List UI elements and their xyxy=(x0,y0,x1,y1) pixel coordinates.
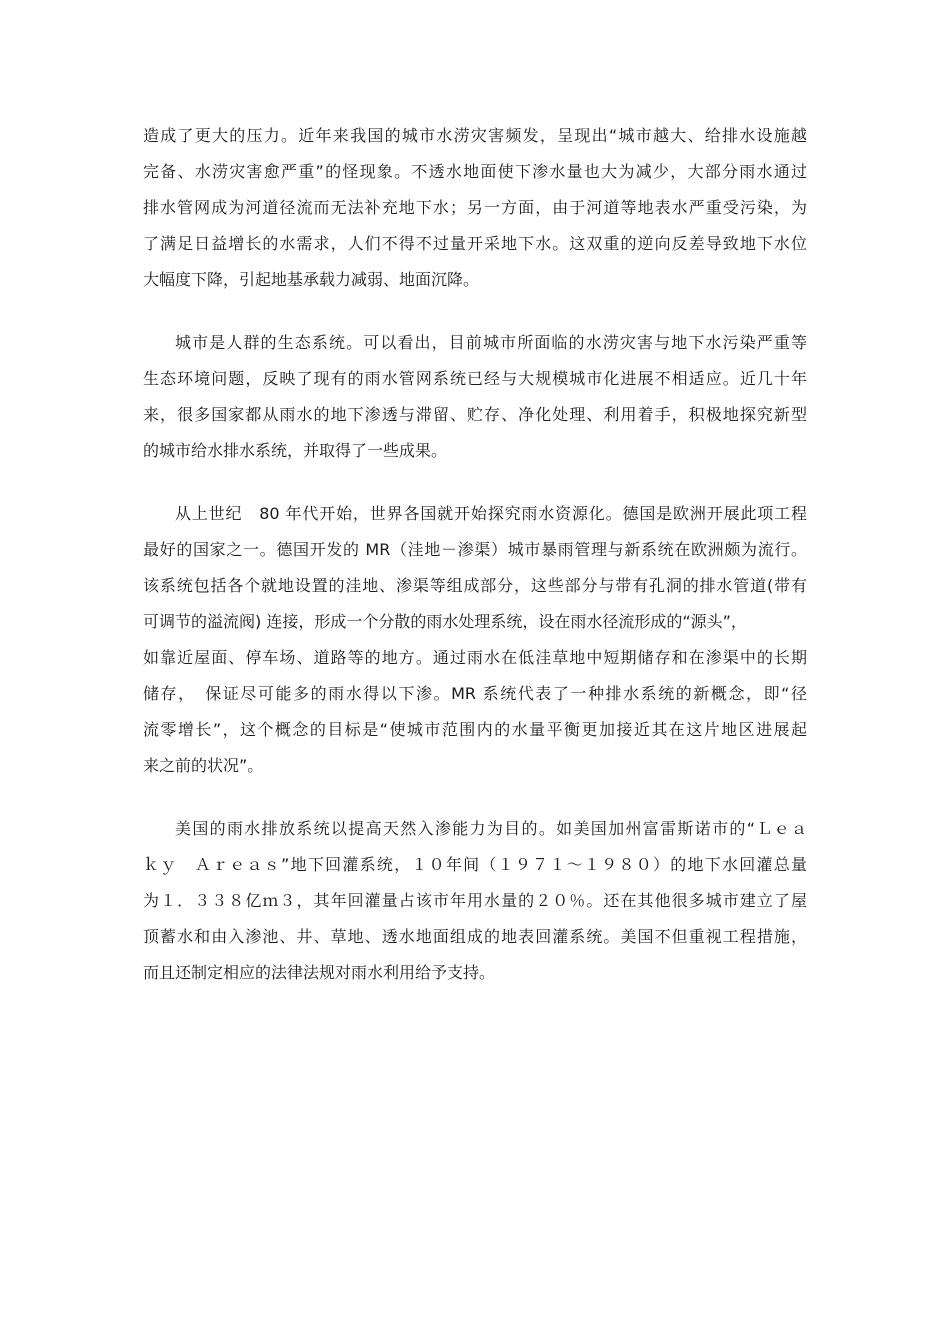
paragraph-line: 储存， 保证尽可能多的雨水得以下渗。MR 系统代表了一种排水系统的新概念，即“径 xyxy=(143,684,807,703)
paragraph-line: 了满足日益增长的水需求，人们不得不过量开采地下水。这双重的逆向反差导致地下水位 xyxy=(143,234,807,253)
paragraph-line: 顶蓄水和由入渗池、井、草地、透水地面组成的地表回灌系统。美国不但重视工程措施， xyxy=(143,927,807,946)
paragraph-line: 美国的雨水排放系统以提高天然入渗能力为目的。如美国加州富雷斯诺市的“Ｌｅａ xyxy=(175,819,807,838)
paragraph-line: 流零增长”，这个概念的目标是“使城市范围内的水量平衡更加接近其在这片地区进展起 xyxy=(143,720,807,739)
paragraph-line: 该系统包括各个就地设置的洼地、渗渠等组成部分，这些部分与带有孔洞的排水管道(带有 xyxy=(143,576,807,595)
paragraph-line: 造成了更大的压力。近年来我国的城市水涝灾害频发，呈现出“城市越大、给排水设施越 xyxy=(143,126,807,145)
document-body xyxy=(143,118,807,1018)
paragraph-line: 城市是人群的生态系统。可以看出，目前城市所面临的水涝灾害与地下水污染严重等 xyxy=(175,333,807,352)
paragraph-line: 来，很多国家都从雨水的地下渗透与滞留、贮存、净化处理、利用着手，积极地探究新型 xyxy=(143,405,807,424)
paragraph-4 xyxy=(143,811,807,991)
paragraph-line: 排水管网成为河道径流而无法补充地下水；另一方面，由于河道等地表水严重受污染，为 xyxy=(143,198,807,217)
paragraph-line: 大幅度下降，引起地基承载力减弱、地面沉降。 xyxy=(143,270,480,289)
paragraph-line: 如靠近屋面、停车场、道路等的地方。通过雨水在低洼草地中短期储存和在渗渠中的长期 xyxy=(143,648,807,667)
paragraph-line: 可调节的溢流阀) 连接，形成一个分散的雨水处理系统，设在雨水径流形成的“源头”， xyxy=(143,612,747,631)
paragraph-line: 而且还制定相应的法律法规对雨水利用给予支持。 xyxy=(143,963,496,982)
paragraph-line: 的城市给水排水系统，并取得了一些成果。 xyxy=(143,441,448,460)
paragraph-line: 完备、水涝灾害愈严重”的怪现象。不透水地面使下渗水量也大为减少，大部分雨水通过 xyxy=(143,162,807,181)
paragraph-line: 从上世纪 80 年代开始，世界各国就开始探究雨水资源化。德国是欧洲开展此项工程 xyxy=(175,504,807,523)
paragraph-3 xyxy=(143,496,807,784)
paragraph-1 xyxy=(143,118,807,298)
paragraph-line: ｋｙ Ａｒｅａｓ”地下回灌系统，１０年间（１９７１～１９８０）的地下水回灌总量 xyxy=(143,855,807,874)
paragraph-2 xyxy=(143,325,807,469)
paragraph-line: 最好的国家之一。德国开发的 MR（洼地－渗渠）城市暴雨管理与新系统在欧洲颇为流行。 xyxy=(143,540,807,559)
paragraph-line: 来之前的状况”。 xyxy=(143,756,264,775)
paragraph-line: 为１．３３８亿ｍ３，其年回灌量占该市年用水量的２０％。还在其他很多城市建立了屋 xyxy=(143,891,807,910)
paragraph-line: 生态环境问题，反映了现有的雨水管网系统已经与大规模城市化进展不相适应。近几十年 xyxy=(143,369,807,388)
